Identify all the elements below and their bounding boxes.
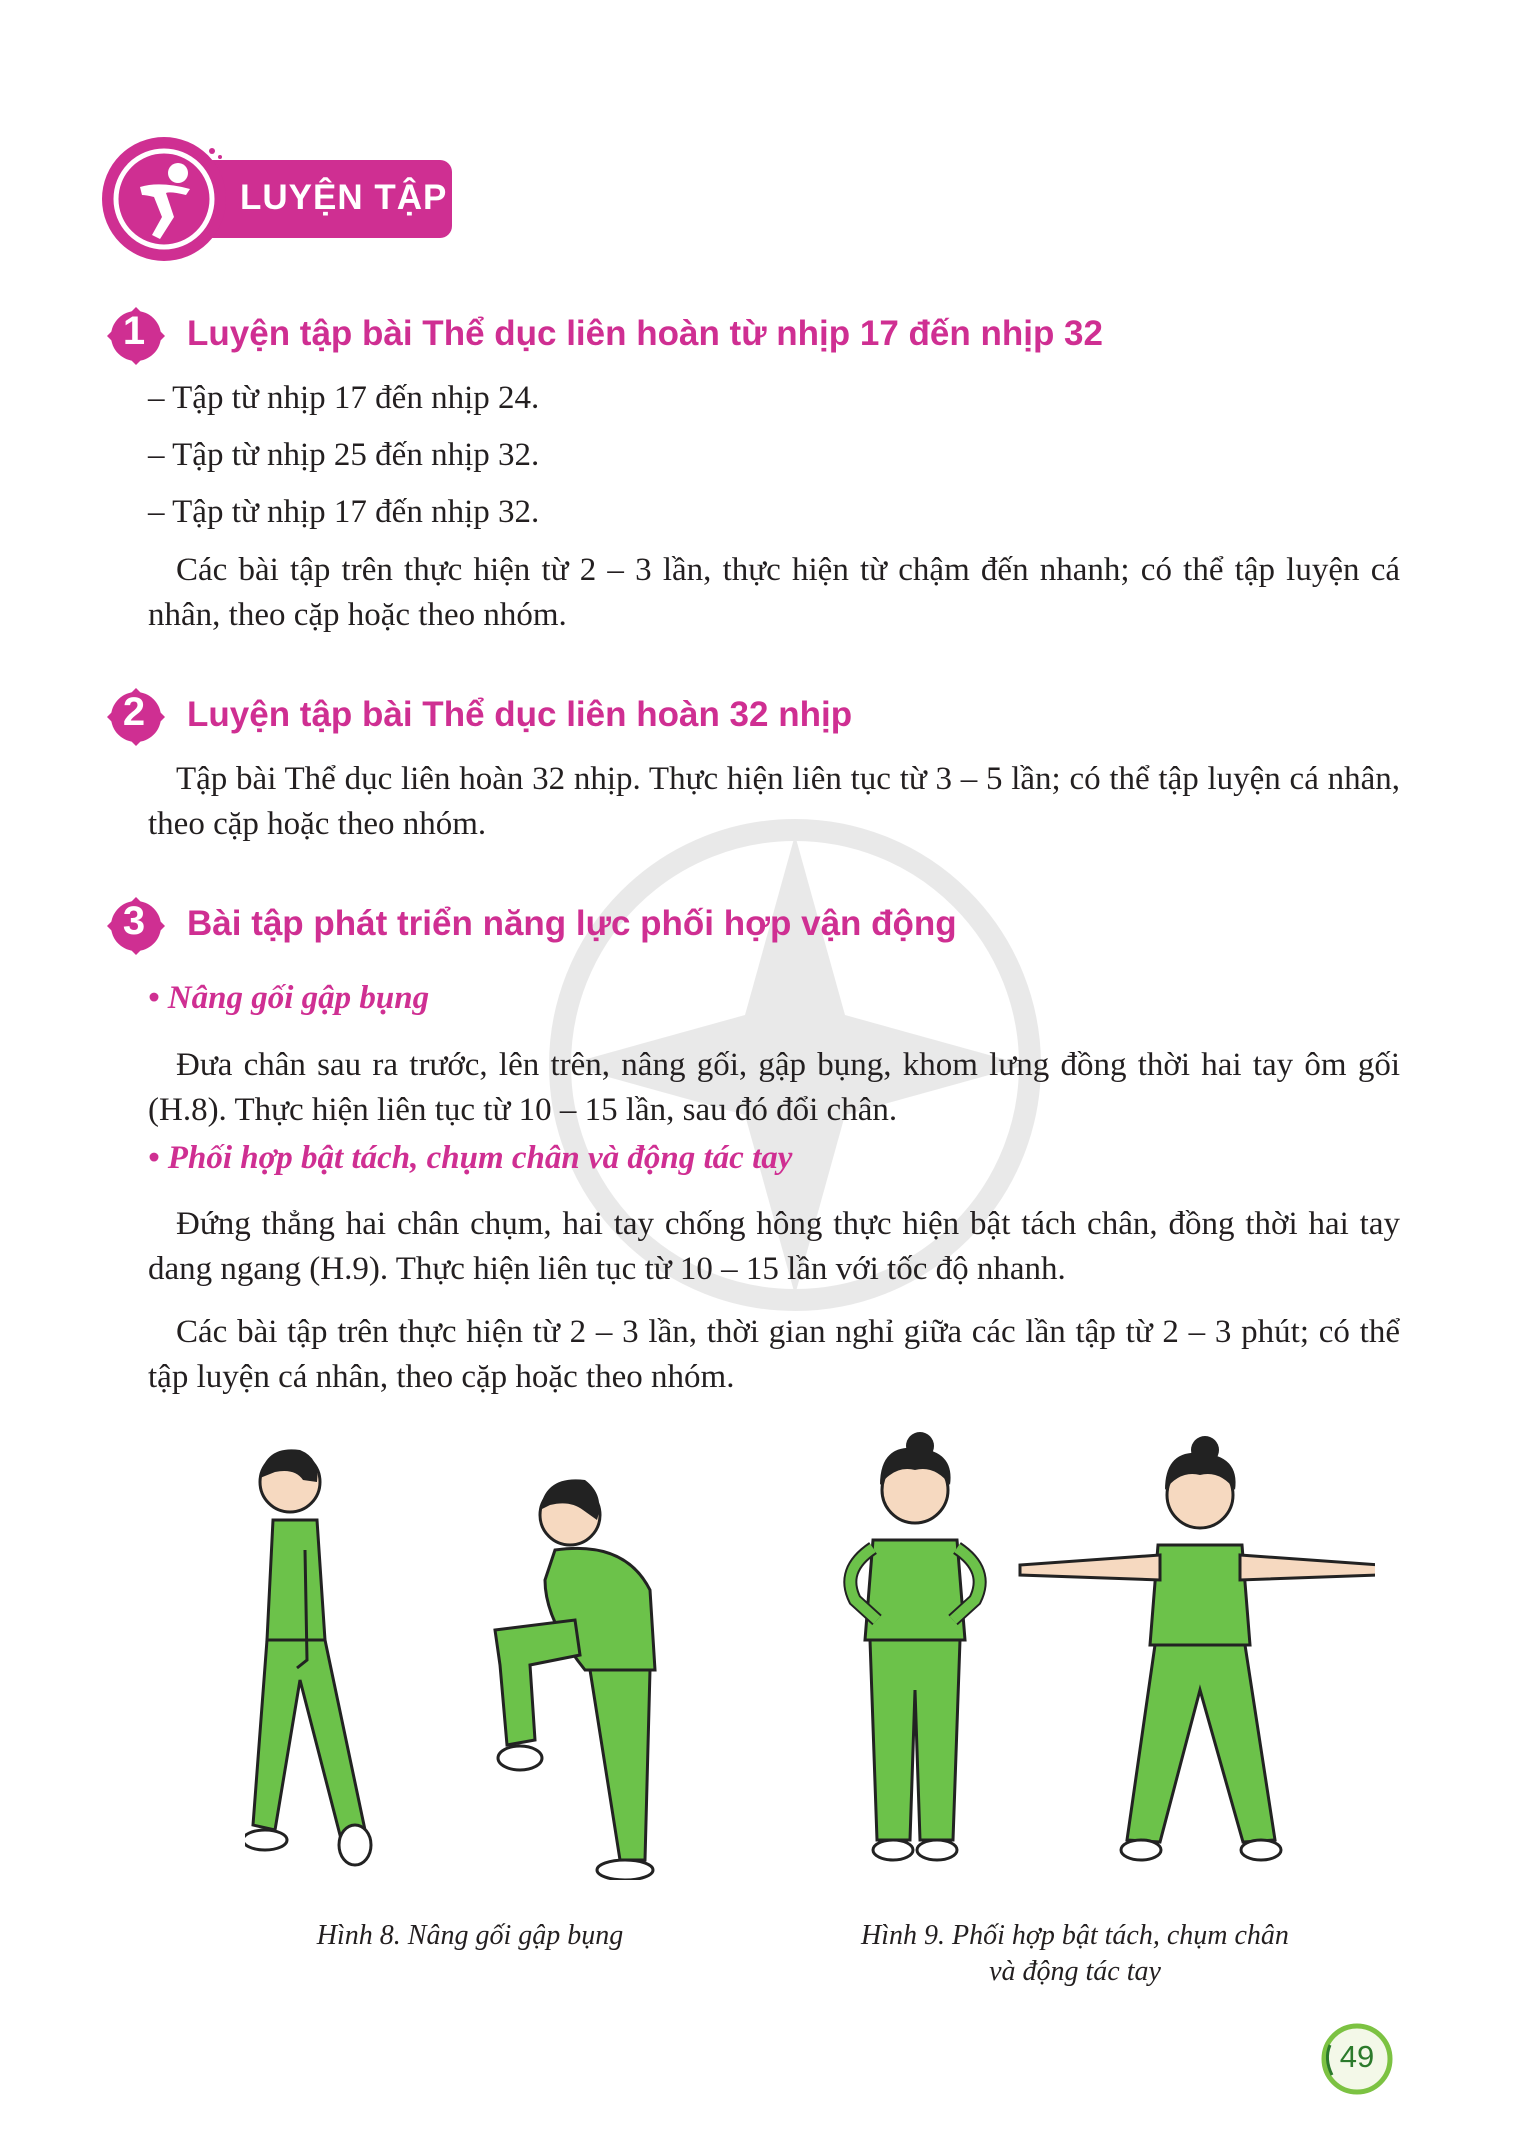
figure-8-illustration (245, 1440, 715, 1880)
exercise-1-badge (105, 305, 167, 367)
exercise-2-text: Tập bài Thể dục liên hoàn 32 nhịp. Thực hiện liên tục từ 3 – 5 lần; có thể tập luyện cá nhân, theo cặp hoặc theo nhóm. (148, 761, 1400, 842)
exercise-2-badge (105, 686, 167, 748)
boy-knee-raise-figure (495, 1479, 655, 1880)
exercise-3-number: 3 (122, 899, 146, 943)
exercise-3-note: Các bài tập trên thực hiện từ 2 – 3 lần, thời gian nghỉ giữa các lần tập từ 2 – 3 phút; có thể tập luyện cá nhân, theo cặp hoặc theo nhóm. (148, 1314, 1400, 1395)
girl-hands-on-hips-figure (850, 1432, 979, 1860)
exercise-1-item: – Tập từ nhịp 17 đến nhịp 32. (148, 494, 540, 530)
exercise-3-bullet-1: • Nâng gối gập bụng (148, 980, 430, 1016)
page-number-badge (1318, 2020, 1396, 2098)
exercise-3-bullet-2: • Phối hợp bật tách, chụm chân và động tác tay (148, 1140, 793, 1176)
section-title: LUYỆN TẬP (240, 178, 448, 217)
figure-9-caption-line-2: và động tác tay (989, 1956, 1161, 1987)
exercise-1-item: – Tập từ nhịp 17 đến nhịp 24. (148, 380, 540, 416)
exercise-1-note: Các bài tập trên thực hiện từ 2 – 3 lần, thực hiện từ chậm đến nhanh; có thể tập luyện cá nhân, theo cặp hoặc theo nhóm. (148, 552, 1400, 633)
page-number: 49 (1339, 2039, 1375, 2074)
figure-9-caption-line-1: Hình 9. Phối hợp bật tách, chụm chân (861, 1920, 1289, 1951)
exercise-3-title: Bài tập phát triển năng lực phối hợp vận động (187, 904, 957, 943)
exercise-1-title: Luyện tập bài Thể dục liên hoàn từ nhịp 17 đến nhịp 32 (187, 314, 1103, 353)
exercise-3-text-2: Đứng thẳng hai chân chụm, hai tay chống hông thực hiện bật tách chân, đồng thời hai tay dang ngang (H.9). Thực hiện liên tục từ 10 – 15 lần với tốc độ nhanh. (148, 1206, 1400, 1287)
boy-standing-figure (245, 1449, 371, 1865)
exercise-3-badge (105, 895, 167, 957)
girl-arms-out-figure (1020, 1436, 1375, 1860)
figure-8-caption: Hình 8. Nâng gối gập bụng (316, 1920, 624, 1951)
exercise-1-item: – Tập từ nhịp 25 đến nhịp 32. (148, 437, 540, 473)
athlete-icon (100, 135, 230, 265)
exercise-2-title: Luyện tập bài Thể dục liên hoàn 32 nhịp (187, 695, 853, 734)
exercise-1-number: 1 (122, 309, 146, 353)
exercise-3-text-1: Đưa chân sau ra trước, lên trên, nâng gối, gập bụng, khom lưng đồng thời hai tay ôm gối (H.8). Thực hiện liên tục từ 10 – 15 lần, sau đó đổi chân. (148, 1047, 1400, 1128)
figure-9-illustration (815, 1430, 1375, 1880)
exercise-2-number: 2 (122, 690, 146, 734)
section-header (100, 135, 460, 265)
